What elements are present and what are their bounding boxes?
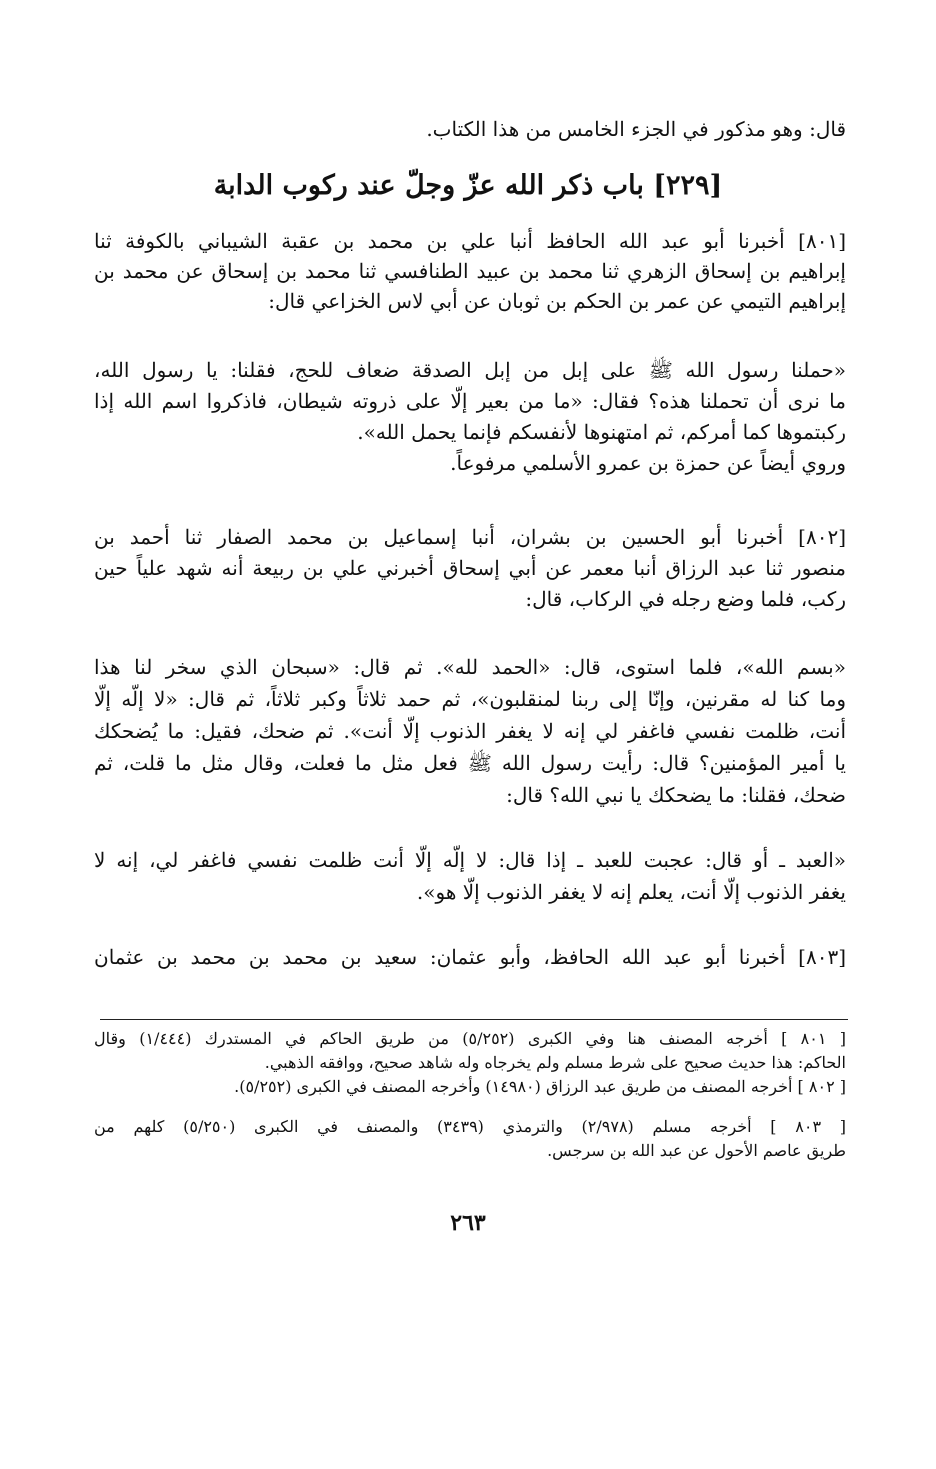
- hadith-802-quote-line: يغفر الذنوب إلّا أنت، يعلم إنه لا يغفر الذنوب إلّا هو».: [416, 880, 846, 904]
- hadith-801-chain-line: [٨٠١] أخبرنا أبو عبد الله الحافظ أنبا علي بن محمد بن عقبة الشيباني بالكوفة ثنا: [94, 229, 846, 253]
- hadith-801-chain-line: إبراهيم التيمي عن عمر بن الحكم بن ثوبان عن أبي لاس الخزاعي قال:: [268, 289, 846, 313]
- footnote-802-line: [ ٨٠٢ ] أخرجه المصنف من طريق عبد الرزاق (١٤٩٨٠) وأخرجه المصنف في الكبرى (٥/٢٥٢).: [234, 1077, 846, 1096]
- footnote-separator: [100, 1019, 848, 1020]
- intro-line: قال: وهو مذكور في الجزء الخامس من هذا الكتاب.: [426, 117, 846, 141]
- footnote-801-line: [ ٨٠١ ] أخرجه المصنف هنا وفي الكبرى (٥/٢٥٢) من طريق الحاكم في المستدرك (١/٤٤٤) وقال: [94, 1029, 846, 1048]
- hadith-802-text-line: ضحك، فقلنا: ما يضحكك يا نبي الله؟ قال:: [506, 783, 846, 807]
- footnote-801-line: الحاكم: هذا حديث صحيح على شرط مسلم ولم يخرجاه وله شاهد صحيح، ووافقه الذهبي.: [264, 1053, 846, 1072]
- hadith-801-chain-line: إبراهيم بن إسحاق الزهري ثنا محمد بن عبيد الطنافسي ثنا محمد بن إسحاق عن محمد بن: [94, 259, 846, 283]
- hadith-801-text-line: ركبتموها كما أمركم، ثم امتهنوها لأنفسكم فإنما يحمل الله».: [357, 420, 846, 444]
- hadith-801-note-line: وروي أيضاً عن حمزة بن عمرو الأسلمي مرفوعاً.: [450, 451, 846, 475]
- footnote-803-line: طريق عاصم الأحول عن عبد الله بن سرجس.: [547, 1141, 846, 1160]
- hadith-802-quote-line: «العبد ـ أو قال: عجبت للعبد ـ إذا قال: لا إلّه إلّا أنت ظلمت نفسي فاغفر لي، إنه لا: [94, 848, 846, 872]
- hadith-803-chain-line: [٨٠٣] أخبرنا أبو عبد الله الحافظ، وأبو عثمان: سعيد بن محمد بن محمد بن عثمان: [94, 945, 846, 969]
- hadith-802-text-line: أنت، ظلمت نفسي فاغفر لي إنه لا يغفر الذنوب إلّا أنت». ثم ضحك، فقيل: ما يُضحكك: [94, 719, 846, 743]
- hadith-802-text-line: وما كنا له مقرنين، وإنّا إلى ربنا لمنقلبون»، ثم حمد ثلاثاً وكبر ثلاثاً، ثم قال: «لا إلّه إلّا: [94, 687, 846, 711]
- page-number: ٢٦٣: [450, 1210, 486, 1236]
- hadith-802-chain-line: ركب، فلما وضع رجله في الركاب، قال:: [525, 587, 846, 611]
- hadith-802-chain-line: [٨٠٢] أخبرنا أبو الحسين بن بشران، أنبا إسماعيل بن محمد الصفار ثنا أحمد بن: [94, 525, 846, 549]
- chapter-title: [٢٢٩] باب ذكر الله عزّ وجلّ عند ركوب الدابة: [213, 170, 723, 201]
- footnote-803-line: [ ٨٠٣ ] أخرجه مسلم (٢/٩٧٨) والترمذي (٣٤٣٩) والمصنف في الكبرى (٥/٢٥٠) كلهم من: [94, 1117, 846, 1136]
- hadith-802-text-line: «بسم الله»، فلما استوى، قال: «الحمد لله». ثم قال: «سبحان الذي سخر لنا هذا: [94, 655, 846, 679]
- hadith-802-chain-line: منصور ثنا عبد الرزاق أنبا معمر عن أبي إسحاق أخبرني علي بن ربيعة أنه شهد علياً حين: [94, 556, 846, 580]
- hadith-801-text-line: «حملنا رسول الله ﷺ على إبل من إبل الصدقة ضعاف للحج، فقلنا: يا رسول الله،: [94, 358, 846, 382]
- hadith-801-text-line: ما نرى أن تحملنا هذه؟ فقال: «ما من بعير إلّا على ذروته شيطان، فاذكروا اسم الله إذا: [94, 389, 846, 413]
- hadith-802-text-line: يا أمير المؤمنين؟ قال: رأيت رسول الله ﷺ فعل مثل ما فعلت، وقال مثل ما قلت، ثم: [94, 751, 846, 775]
